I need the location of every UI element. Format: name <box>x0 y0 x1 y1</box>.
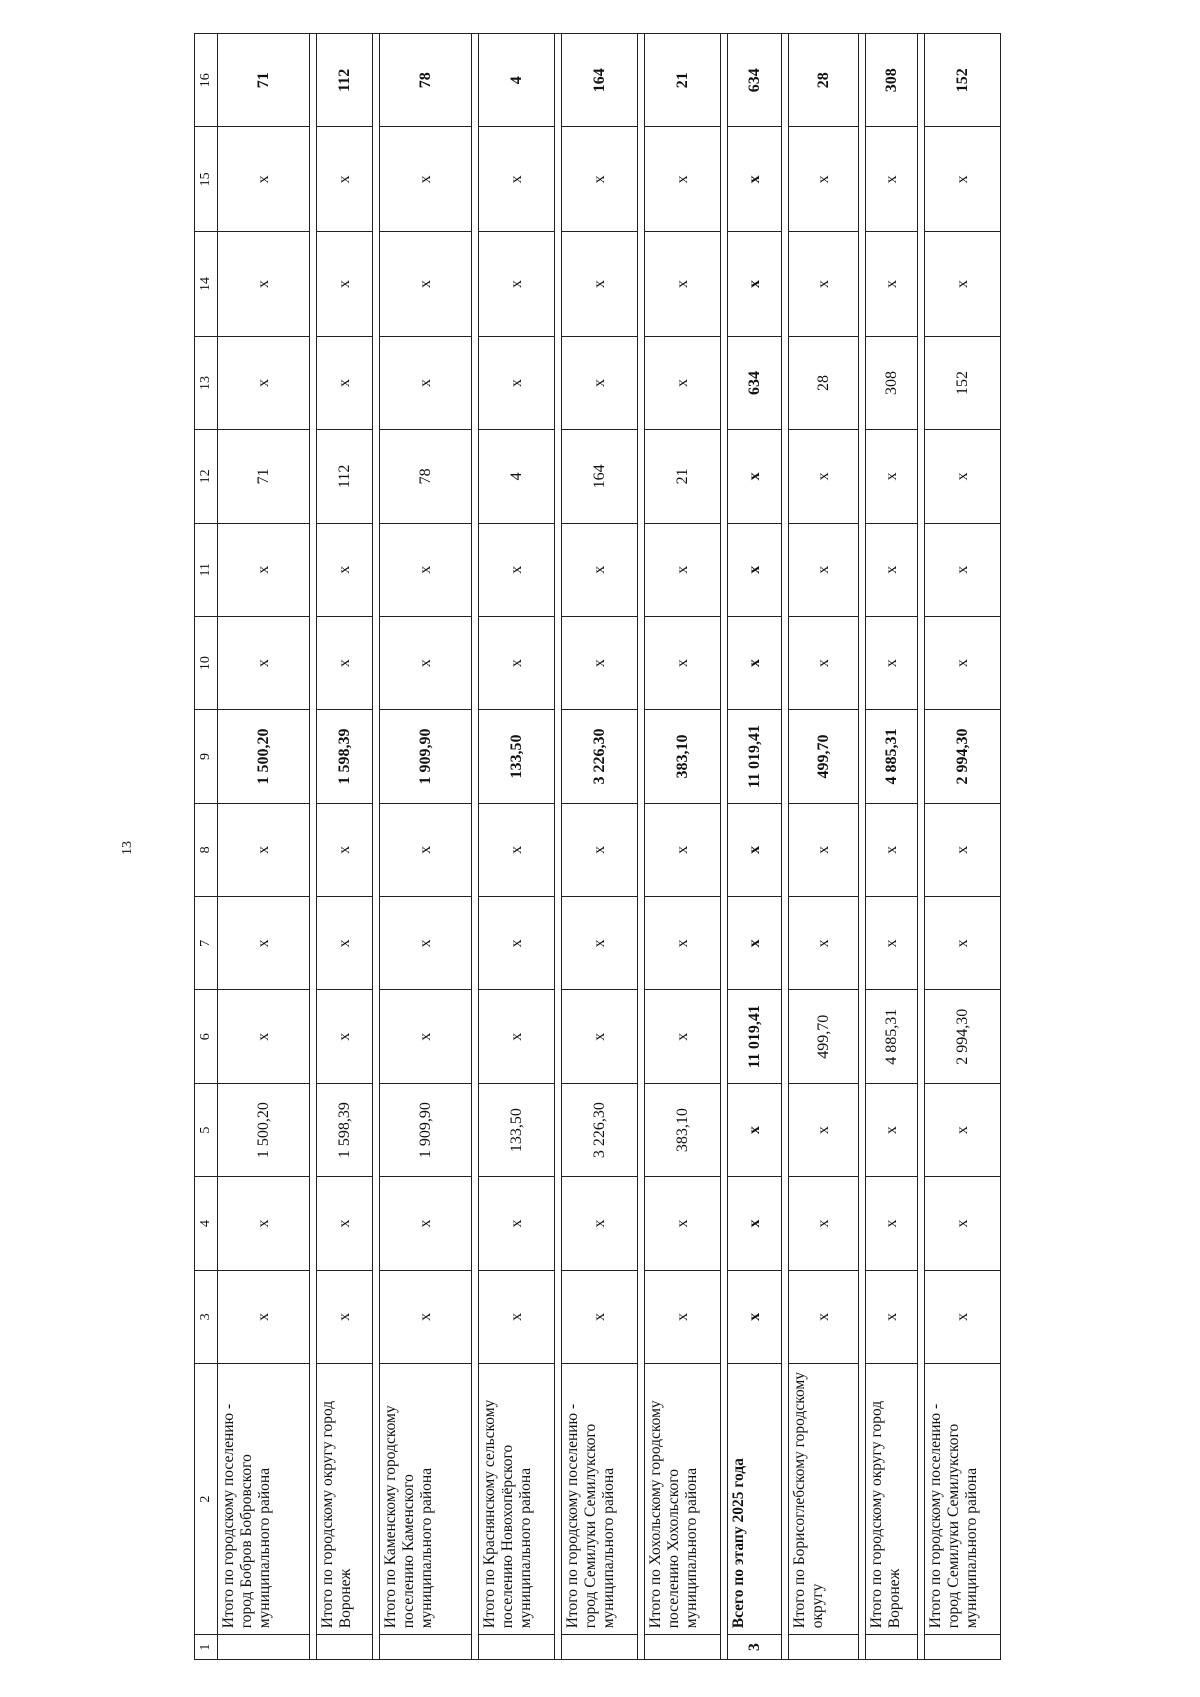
table-cell: x <box>645 127 721 232</box>
row-separator <box>310 34 317 1660</box>
table-cell: x <box>380 803 472 896</box>
row-description: Итого по городскому поселению - город Семилуки Семилукского муниципального района <box>562 1364 638 1635</box>
table-cell: x <box>380 990 472 1083</box>
table-cell: x <box>866 127 918 232</box>
table-cell <box>866 1635 918 1660</box>
table-cell: x <box>789 523 859 616</box>
table-cell: x <box>380 897 472 990</box>
separator-cell <box>918 34 925 1660</box>
table-cell: x <box>728 616 782 709</box>
table-row <box>479 34 555 1660</box>
table-cell: 3 226,30 <box>562 1083 638 1176</box>
table-cell: x <box>479 523 555 616</box>
row-description: Итого по городскому округу город Воронеж <box>866 1364 918 1635</box>
separator-cell <box>721 34 728 1660</box>
table-cell: x <box>562 1270 638 1363</box>
table-cell: x <box>479 616 555 709</box>
table-cell: 112 <box>317 430 373 523</box>
table-cell: x <box>728 803 782 896</box>
col-header: 10 <box>195 616 218 709</box>
table-cell: x <box>218 1177 310 1270</box>
table-cell: 1 598,39 <box>317 1083 373 1176</box>
separator-cell <box>638 34 645 1660</box>
table-cell: x <box>317 616 373 709</box>
col-header: 12 <box>195 430 218 523</box>
table-cell: 1 500,20 <box>218 710 310 803</box>
table-cell <box>789 1635 859 1660</box>
table-row <box>317 34 373 1660</box>
row-description: Итого по Хохольскому городскому поселению Хохольского муниципального района <box>645 1364 721 1635</box>
row-description: Итого по Краснянскому сельскому поселению Новохопёрского муниципального района <box>479 1364 555 1635</box>
row-separator <box>638 34 645 1660</box>
table-cell: 133,50 <box>479 710 555 803</box>
table-cell: x <box>789 1083 859 1176</box>
table-cell: 28 <box>789 34 859 127</box>
table-cell: 71 <box>218 34 310 127</box>
table-cell: x <box>728 523 782 616</box>
table-cell: x <box>218 897 310 990</box>
table-cell: 152 <box>925 336 1001 429</box>
table-cell: x <box>789 430 859 523</box>
table-cell: x <box>317 990 373 1083</box>
table-cell: x <box>645 616 721 709</box>
table-cell: x <box>380 523 472 616</box>
table-cell: x <box>380 336 472 429</box>
separator-cell <box>373 34 380 1660</box>
separator-cell <box>310 34 317 1660</box>
col-header: 9 <box>195 710 218 803</box>
col-header: 13 <box>195 336 218 429</box>
table-row <box>562 34 638 1660</box>
page-number: 13 <box>120 841 135 855</box>
table-cell: x <box>645 1270 721 1363</box>
table-cell: x <box>866 232 918 337</box>
table-cell: x <box>479 1270 555 1363</box>
row-description: Итого по городскому поселению - город Семилуки Семилукского муниципального района <box>925 1364 1001 1635</box>
table-cell: x <box>866 616 918 709</box>
table-cell: x <box>728 897 782 990</box>
row-description: Итого по Каменскому городскому поселению Каменского муниципального района <box>380 1364 472 1635</box>
table-cell: x <box>866 897 918 990</box>
table-cell: x <box>562 1177 638 1270</box>
table-cell: 28 <box>789 336 859 429</box>
table-cell: x <box>380 1270 472 1363</box>
table-cell: x <box>728 232 782 337</box>
table-cell: x <box>866 1270 918 1363</box>
separator-cell <box>555 34 562 1660</box>
col-header: 11 <box>195 523 218 616</box>
table-cell: 21 <box>645 34 721 127</box>
table-cell: x <box>645 990 721 1083</box>
table-cell: 4 885,31 <box>866 990 918 1083</box>
table-cell: x <box>317 232 373 337</box>
table-cell: x <box>866 803 918 896</box>
table-cell: x <box>562 232 638 337</box>
table-cell: x <box>728 430 782 523</box>
table-cell <box>479 1635 555 1660</box>
table-cell: x <box>562 990 638 1083</box>
table-cell: x <box>866 430 918 523</box>
row-description: Итого по городскому поселению - город Бобров Бобровского муниципального района <box>218 1364 310 1635</box>
row-description: Итого по городскому округу город Воронеж <box>317 1364 373 1635</box>
col-header: 15 <box>195 127 218 232</box>
separator-cell <box>782 34 789 1660</box>
table-cell: x <box>789 616 859 709</box>
table-cell: x <box>866 523 918 616</box>
table-cell: x <box>562 803 638 896</box>
table-row <box>380 34 472 1660</box>
column-number-row <box>195 34 218 1660</box>
table-cell: x <box>645 232 721 337</box>
table-body <box>218 34 1001 1660</box>
table-cell: 634 <box>728 34 782 127</box>
table-cell: 11 019,41 <box>728 710 782 803</box>
table-cell: 133,50 <box>479 1083 555 1176</box>
table-cell: 499,70 <box>789 990 859 1083</box>
table-cell: x <box>218 127 310 232</box>
table-cell: 1 598,39 <box>317 710 373 803</box>
table-cell <box>380 1635 472 1660</box>
table-cell: x <box>645 523 721 616</box>
row-separator <box>859 34 866 1660</box>
table-cell: x <box>925 1270 1001 1363</box>
table-cell: 112 <box>317 34 373 127</box>
table-cell: x <box>317 523 373 616</box>
col-header: 5 <box>195 1083 218 1176</box>
table-cell: x <box>479 336 555 429</box>
table-cell <box>645 1635 721 1660</box>
table-cell: x <box>925 430 1001 523</box>
table-cell <box>218 1635 310 1660</box>
col-header: 1 <box>195 1635 218 1660</box>
row-description: Всего по этапу 2025 года <box>728 1364 782 1635</box>
table-cell: x <box>645 1177 721 1270</box>
table-cell: x <box>925 523 1001 616</box>
separator-cell <box>859 34 866 1660</box>
table-cell: x <box>925 232 1001 337</box>
table-cell: x <box>218 1270 310 1363</box>
table-cell: x <box>380 127 472 232</box>
table-row <box>645 34 721 1660</box>
table-cell: x <box>479 1177 555 1270</box>
table-cell: x <box>218 616 310 709</box>
table-cell: x <box>218 336 310 429</box>
table-cell: 2 994,30 <box>925 710 1001 803</box>
table-cell: x <box>479 127 555 232</box>
table-cell: 152 <box>925 34 1001 127</box>
data-table <box>194 33 1001 1660</box>
col-header: 8 <box>195 803 218 896</box>
table-cell: 1 909,90 <box>380 1083 472 1176</box>
table-cell: x <box>317 1270 373 1363</box>
table-cell: 3 226,30 <box>562 710 638 803</box>
table-row <box>925 34 1001 1660</box>
table-cell: x <box>728 1270 782 1363</box>
table-cell: 164 <box>562 34 638 127</box>
col-header: 3 <box>195 1270 218 1363</box>
table-cell: x <box>317 803 373 896</box>
table-cell: x <box>925 803 1001 896</box>
table-cell: 383,10 <box>645 710 721 803</box>
table-cell: x <box>866 1083 918 1176</box>
row-separator <box>373 34 380 1660</box>
table-cell: 78 <box>380 34 472 127</box>
row-separator <box>555 34 562 1660</box>
col-header: 2 <box>195 1364 218 1635</box>
table-cell: x <box>562 336 638 429</box>
table-cell: 11 019,41 <box>728 990 782 1083</box>
table-cell: x <box>925 897 1001 990</box>
table-cell: x <box>789 1270 859 1363</box>
table-cell: x <box>728 127 782 232</box>
table-cell: x <box>789 1177 859 1270</box>
table-cell: x <box>479 990 555 1083</box>
table-cell: x <box>218 232 310 337</box>
table-cell: 164 <box>562 430 638 523</box>
table-cell: x <box>218 803 310 896</box>
table-row <box>789 34 859 1660</box>
table-cell: x <box>789 897 859 990</box>
row-separator <box>472 34 479 1660</box>
table-cell: x <box>479 232 555 337</box>
table-cell: x <box>380 1177 472 1270</box>
table-cell: 1 500,20 <box>218 1083 310 1176</box>
table-row <box>218 34 310 1660</box>
table-cell: x <box>562 523 638 616</box>
table-cell: x <box>728 1177 782 1270</box>
col-header: 6 <box>195 990 218 1083</box>
table-cell: 4 885,31 <box>866 710 918 803</box>
table-cell: x <box>728 1083 782 1176</box>
row-separator <box>782 34 789 1660</box>
table-cell: x <box>317 336 373 429</box>
table-cell: x <box>380 232 472 337</box>
table-cell: x <box>866 1177 918 1270</box>
row-separator <box>721 34 728 1660</box>
row-description: Итого по Борисоглебскому городскому округу <box>789 1364 859 1635</box>
table-cell: x <box>562 616 638 709</box>
table-row <box>866 34 918 1660</box>
col-header: 4 <box>195 1177 218 1270</box>
table-cell: 634 <box>728 336 782 429</box>
col-header: 7 <box>195 897 218 990</box>
table-cell: x <box>925 1177 1001 1270</box>
table-cell: x <box>789 803 859 896</box>
table-cell: x <box>479 897 555 990</box>
table-cell: x <box>218 523 310 616</box>
table-cell: x <box>925 616 1001 709</box>
table-cell: x <box>317 897 373 990</box>
table-cell: 308 <box>866 34 918 127</box>
table-cell: 383,10 <box>645 1083 721 1176</box>
table-cell <box>317 1635 373 1660</box>
table-cell: x <box>645 336 721 429</box>
row-separator <box>918 34 925 1660</box>
table-cell: x <box>789 127 859 232</box>
table-cell: 21 <box>645 430 721 523</box>
table-cell: x <box>645 803 721 896</box>
table-row <box>728 34 782 1660</box>
table-cell: x <box>317 1177 373 1270</box>
col-header: 16 <box>195 34 218 127</box>
table-cell: 2 994,30 <box>925 990 1001 1083</box>
table-cell <box>562 1635 638 1660</box>
table-cell: 3 <box>728 1635 782 1660</box>
table-cell: x <box>317 127 373 232</box>
table-cell: x <box>925 1083 1001 1176</box>
table-cell: 4 <box>479 34 555 127</box>
table-cell <box>925 1635 1001 1660</box>
table-cell: 4 <box>479 430 555 523</box>
table-cell: x <box>479 803 555 896</box>
separator-cell <box>472 34 479 1660</box>
table-cell: 78 <box>380 430 472 523</box>
table-cell: 71 <box>218 430 310 523</box>
table-cell: x <box>380 616 472 709</box>
table-cell: x <box>789 232 859 337</box>
col-header: 14 <box>195 232 218 337</box>
table-cell: 308 <box>866 336 918 429</box>
table-cell: x <box>562 897 638 990</box>
table-cell: 499,70 <box>789 710 859 803</box>
table-cell: x <box>645 897 721 990</box>
table-cell: 1 909,90 <box>380 710 472 803</box>
table-cell: x <box>925 127 1001 232</box>
rotated-table-container <box>194 33 1069 1660</box>
table-cell: x <box>218 990 310 1083</box>
table-cell: x <box>562 127 638 232</box>
